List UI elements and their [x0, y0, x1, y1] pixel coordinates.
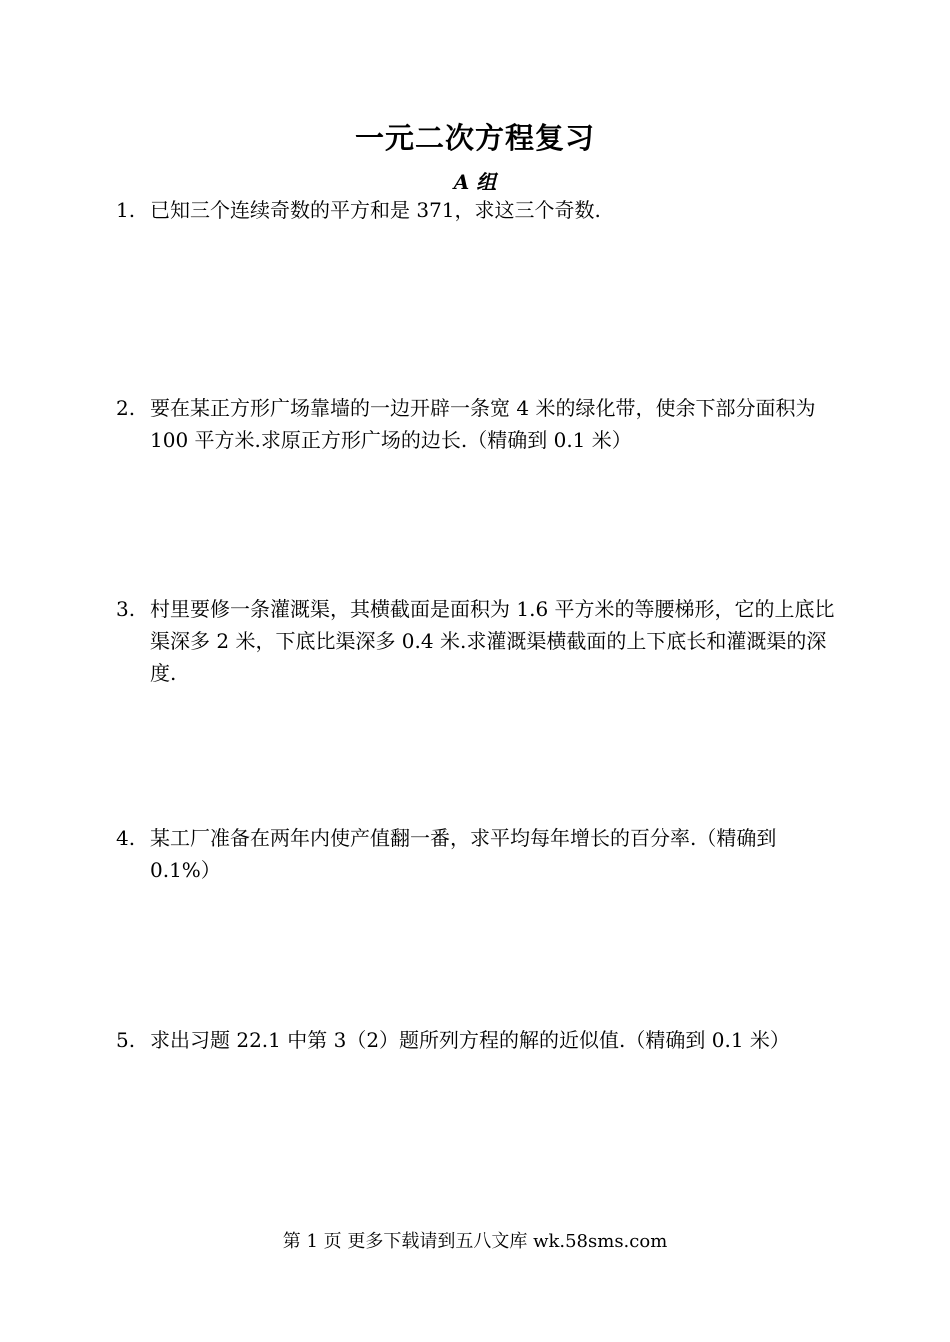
question-number: 5.: [116, 1028, 136, 1052]
question-item: [116, 392, 836, 456]
question-item: [116, 194, 836, 226]
question-text: 某工厂准备在两年内使产值翻一番，求平均每年增长的百分率.（精确到 0.1%）: [150, 826, 777, 882]
page-title: 一元二次方程复习: [354, 121, 595, 155]
group-heading: A 组: [453, 170, 497, 194]
question-number: 3.: [116, 597, 136, 621]
page-footer: 第 1 页 更多下载请到五八文库 wk.58sms.com: [282, 1231, 668, 1252]
question-text: 村里要修一条灌溉渠，其横截面是面积为 1.6 平方米的等腰梯形，它的上底比渠深多 2 米，下底比渠深多 0.4 米.求灌溉渠横截面的上下底长和灌溉渠的深度.: [150, 597, 835, 685]
question-item: [116, 1024, 836, 1056]
question-number: 1.: [116, 198, 136, 222]
question-number: 4.: [116, 826, 136, 850]
question-text: 已知三个连续奇数的平方和是 371，求这三个奇数.: [150, 198, 601, 222]
question-item: [116, 593, 836, 689]
question-item: [116, 822, 836, 886]
question-number: 2.: [116, 396, 136, 420]
question-text: 要在某正方形广场靠墙的一边开辟一条宽 4 米的绿化带，使余下部分面积为 100 平方米.求原正方形广场的边长.（精确到 0.1 米）: [150, 396, 816, 452]
question-text: 求出习题 22.1 中第 3（2）题所列方程的解的近似值.（精确到 0.1 米）: [150, 1028, 790, 1052]
